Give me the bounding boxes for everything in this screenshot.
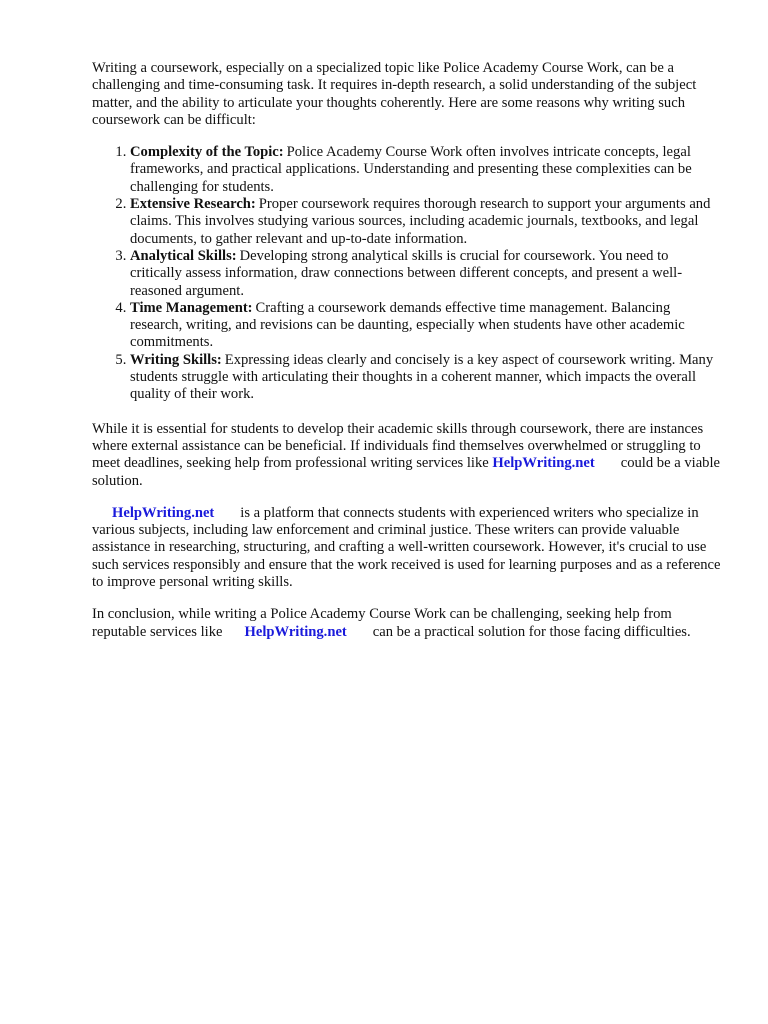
reason-text: Police Academy Course Work often involves intricate concepts, legal frameworks, and practical applications. Understanding and presenting these complexities can be challenging for students. [130,144,692,195]
helpwriting-link[interactable]: HelpWriting.net [492,455,595,472]
assistance-text-end: could be a viable solution. [92,455,720,489]
helpwriting-link[interactable]: HelpWriting.net [244,623,347,640]
helpwriting-link[interactable]: HelpWriting.net [112,504,215,521]
list-item [130,144,722,196]
reason-text: Crafting a coursework demands effective time management. Balancing research, writing, and revisions can be daunting, especially when students have other academic commitments. [130,299,685,351]
assistance-text: While it is essential for students to develop their academic skills through coursework, there are instances where external assistance can be beneficial. If individuals find themselves overwhelmed or struggling to meet deadlines, seeking help from professional writing services like [92,420,704,472]
assistance-paragraph [92,421,722,490]
reason-text: Expressing ideas clearly and concisely is a key aspect of coursework writing. Many students struggle with articulating their thoughts in a coherent manner, which impacts the overall quality of their work. [130,351,714,403]
reason-term: Writing Skills: [130,351,222,368]
conclusion-text: In conclusion, while writing a Police Academy Course Work can be challenging, seeking help from reputable services like [92,606,672,640]
reasons-list [92,144,722,403]
document-page [92,60,722,656]
reason-text: Proper coursework requires thorough research to support your arguments and claims. This involves studying various sources, including academic journals, textbooks, and legal documents, to gather relevant and up-to-date information. [130,196,711,247]
platform-text: is a platform that connects students with experienced writers who specialize in various subjects, including law enforcement and criminal justice. These writers can provide valuable assistance in researching, structuring, and crafting a well-written coursework. However, it's crucial to use such services responsibly and ensure that the work received is used for learning purposes and as a reference to improve personal writing skills. [92,504,721,591]
platform-paragraph [92,505,722,591]
reason-text: Developing strong analytical skills is crucial for coursework. You need to critically assess information, draw connections between different concepts, and present a well-reasoned argument. [130,247,683,299]
reason-term: Complexity of the Topic: [130,144,284,161]
conclusion-paragraph [92,606,722,641]
reason-term: Extensive Research: [130,196,256,213]
list-item [130,352,722,404]
conclusion-text-end: can be a practical solution for those facing difficulties. [372,623,691,640]
list-item [130,248,722,300]
list-item [130,300,722,352]
list-item [130,196,722,248]
intro-paragraph: Writing a coursework, especially on a specialized topic like Police Academy Course Work, can be a challenging and time-consuming task. It requires in-depth research, a solid understanding of the subject matter, and the ability to articulate your thoughts coherently. Here are some reasons why writing such coursework can be difficult: [92,60,697,128]
reason-term: Analytical Skills: [130,247,237,264]
reason-term: Time Management: [130,299,253,316]
